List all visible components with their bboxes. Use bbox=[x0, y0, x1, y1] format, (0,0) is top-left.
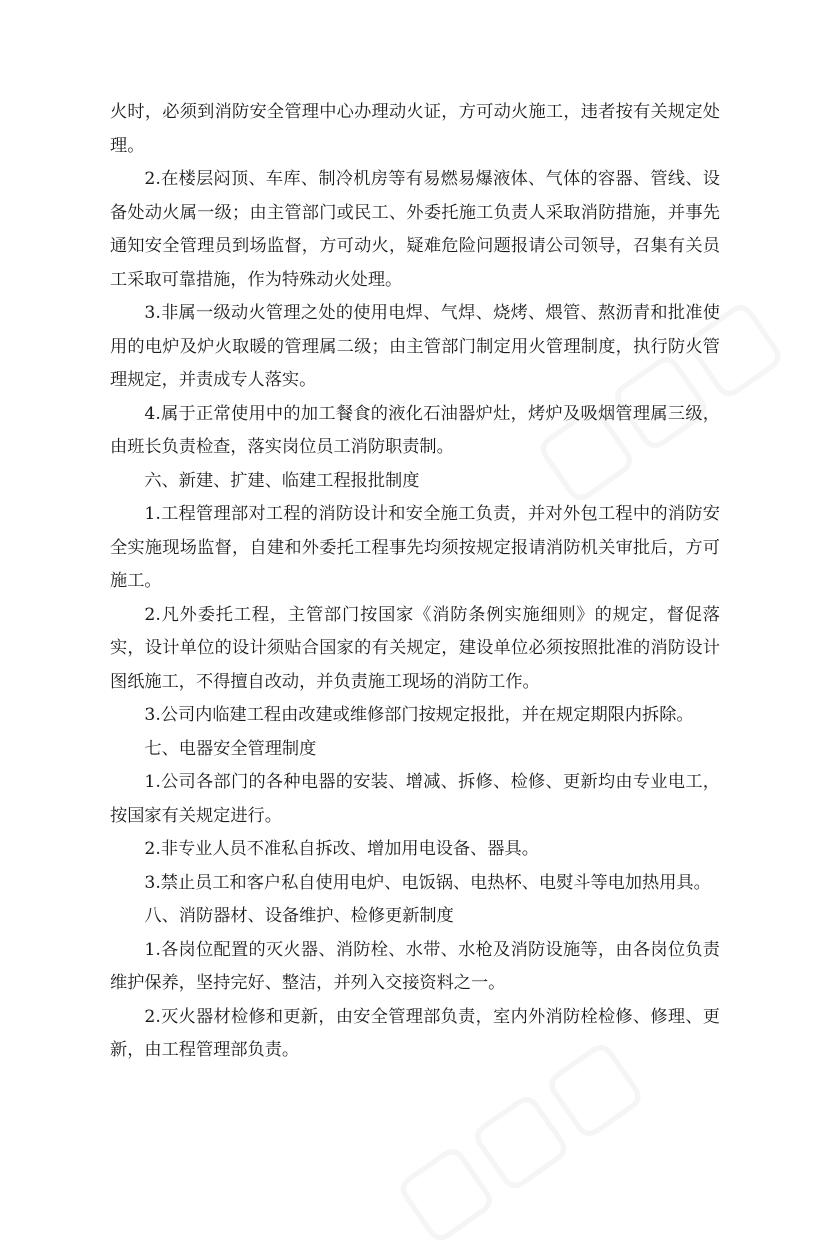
paragraph-construction-3: 3.公司内临建工程由改建或维修部门按规定报批，并在规定期限内拆除。 bbox=[144, 705, 694, 725]
section-heading-8: 八、消防器材、设备维护、检修更新制度 bbox=[144, 906, 454, 926]
paragraph-level3-fire: 4.属于正常使用中的加工餐食的液化石油器炉灶，烤炉及吸烟管理属三级，由班长负责检查，落实岗位员工消防职责制。 bbox=[110, 403, 720, 457]
paragraph-electrical-1: 1.公司各部门的各种电器的安装、增减、拆修、检修、更新均由专业电工，按国家有关规定进行。 bbox=[110, 772, 720, 826]
paragraph-level1-fire: 2.在楼层闷顶、车库、制冷机房等有易燃易爆液体、气体的容器、管线、设备处动火属一级；由主管部门或民工、外委托施工负责人采取消防措施，并事先通知安全管理员到场监督，方可动火，疑难危险问题报请公司领导，召集有关员工采取可靠措施，作为特殊动火处理。 bbox=[110, 169, 720, 290]
paragraph-construction-1: 1.工程管理部对工程的消防设计和安全施工负责，并对外包工程中的消防安全实施现场监督，自建和外委托工程事先均须按规定报请消防机关审批后，方可施工。 bbox=[110, 504, 720, 591]
document-body bbox=[110, 96, 720, 1068]
paragraph-electrical-2: 2.非专业人员不准私自拆改、增加用电设备、器具。 bbox=[144, 839, 539, 859]
paragraph-level2-fire: 3.非属一级动火管理之处的使用电焊、气焊、烧烤、煨管、熬沥青和批准使用的电炉及炉火取暖的管理属二级；由主管部门制定用火管理制度，执行防火管理规定，并责成专人落实。 bbox=[110, 303, 720, 390]
paragraph-construction-2: 2.凡外委托工程，主管部门按国家《消防条例实施细则》的规定，督促落实，设计单位的设计须贴合国家的有关规定，建设单位必须按照批准的消防设计图纸施工，不得擅自改动，并负责施工现场的消防工作。 bbox=[110, 604, 720, 692]
paragraph-equipment-1: 1.各岗位配置的灭火器、消防栓、水带、水枪及消防设施等，由各岗位负责维护保养，坚持完好、整洁，并列入交接资料之一。 bbox=[110, 939, 720, 993]
paragraph-equipment-2: 2.灭火器材检修和更新，由安全管理部负责，室内外消防栓检修、修理、更新，由工程管理部负责。 bbox=[110, 1006, 720, 1060]
section-heading-7: 七、电器安全管理制度 bbox=[144, 738, 317, 759]
paragraph-continuation: 火时，必须到消防安全管理中心办理动火证，方可动火施工，违者按有关规定处理。 bbox=[110, 102, 720, 156]
section-heading-6: 六、新建、扩建、临建工程报批制度 bbox=[144, 470, 420, 491]
paragraph-electrical-3: 3.禁止员工和客户私自使用电炉、电饭锅、电热杯、电熨斗等电加热用具。 bbox=[144, 872, 711, 893]
